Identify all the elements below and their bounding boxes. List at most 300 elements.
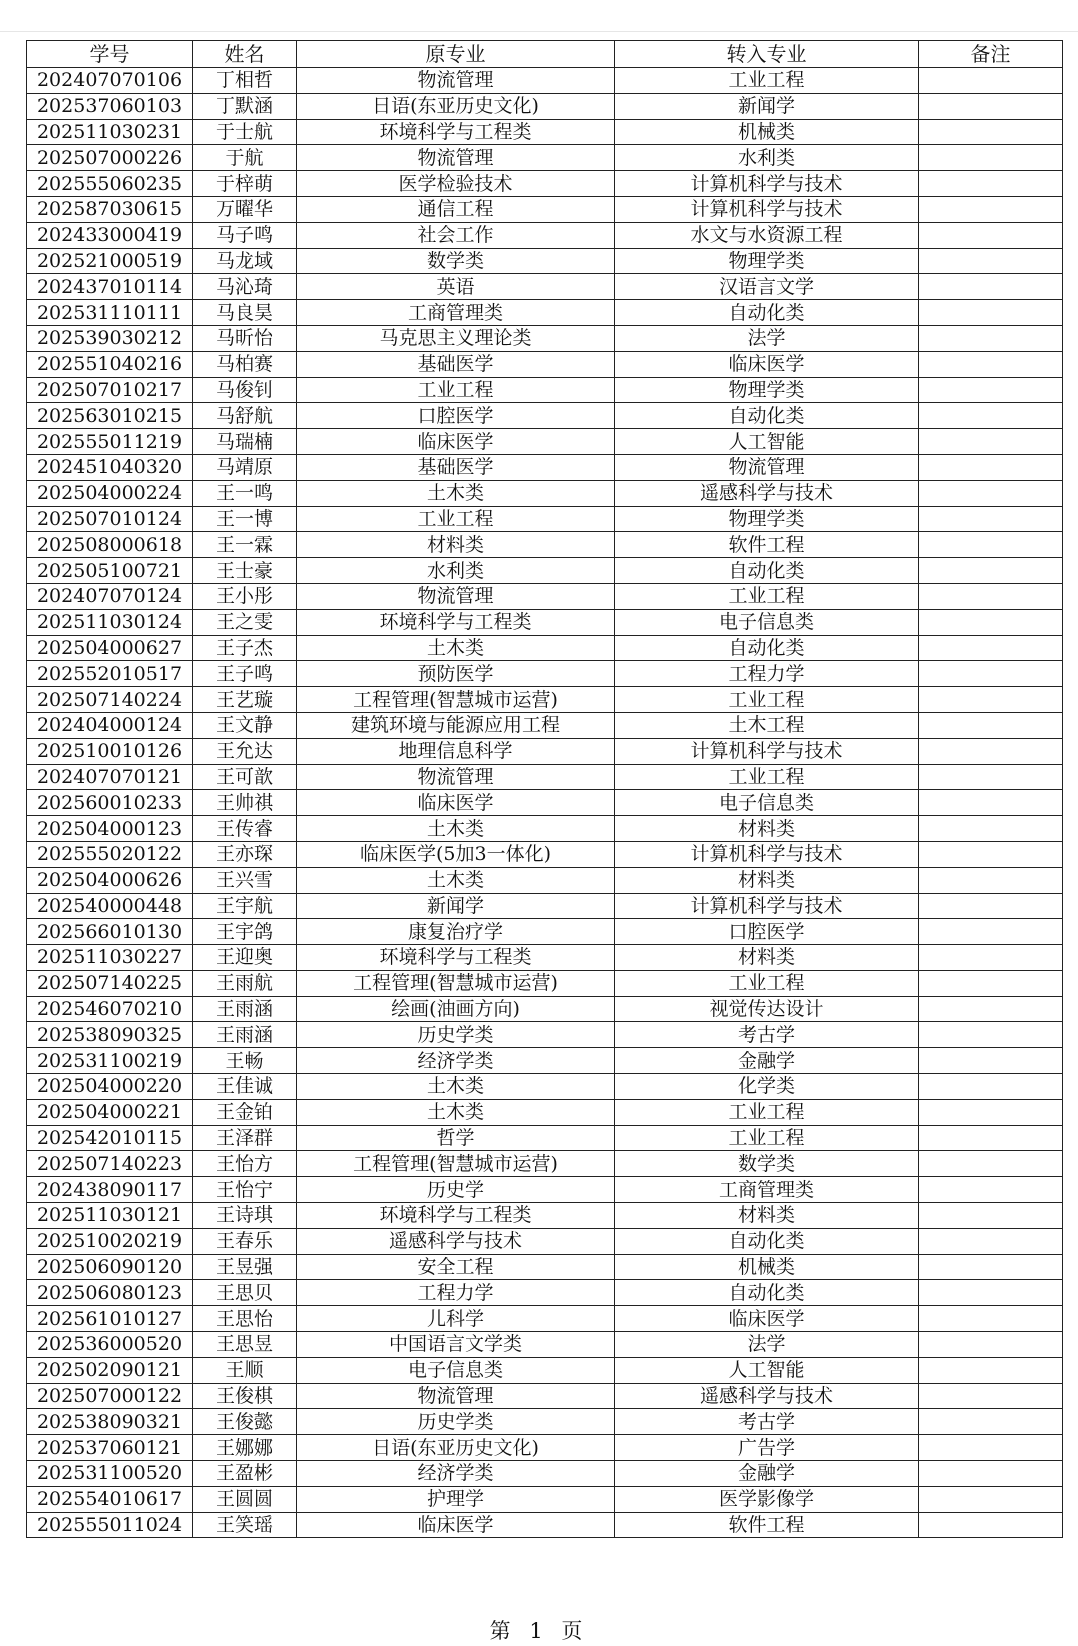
cell-student-id: 202507010217: [27, 377, 193, 403]
cell-student-id: 202511030124: [27, 609, 193, 635]
cell-name: 王子杰: [193, 635, 297, 661]
cell-original-major: 物流管理: [297, 145, 615, 171]
cell-name: 王士豪: [193, 558, 297, 584]
cell-original-major: 马克思主义理论类: [297, 325, 615, 351]
cell-new-major: 临床医学: [615, 1306, 919, 1332]
cell-remarks: [919, 325, 1063, 351]
cell-remarks: [919, 1512, 1063, 1538]
table-row: [27, 583, 1063, 609]
cell-student-id: 202537060121: [27, 1435, 193, 1461]
cell-original-major: 新闻学: [297, 893, 615, 919]
cell-remarks: [919, 1177, 1063, 1203]
cell-original-major: 土木类: [297, 1099, 615, 1125]
table-row: [27, 1203, 1063, 1229]
cell-new-major: 物流管理: [615, 454, 919, 480]
cell-student-id: 202407070121: [27, 764, 193, 790]
cell-new-major: 自动化类: [615, 403, 919, 429]
cell-new-major: 工业工程: [615, 1125, 919, 1151]
cell-student-id: 202507010124: [27, 506, 193, 532]
cell-original-major: 物流管理: [297, 68, 615, 94]
cell-remarks: [919, 816, 1063, 842]
table-row: [27, 351, 1063, 377]
table-row: [27, 532, 1063, 558]
table-row: [27, 893, 1063, 919]
cell-name: 马沁琦: [193, 274, 297, 300]
cell-original-major: 环境科学与工程类: [297, 119, 615, 145]
cell-student-id: 202538090325: [27, 1022, 193, 1048]
cell-student-id: 202504000627: [27, 635, 193, 661]
cell-original-major: 土木类: [297, 635, 615, 661]
cell-original-major: 土木类: [297, 480, 615, 506]
cell-new-major: 人工智能: [615, 1357, 919, 1383]
cell-remarks: [919, 248, 1063, 274]
cell-new-major: 工业工程: [615, 764, 919, 790]
cell-original-major: 土木类: [297, 816, 615, 842]
cell-student-id: 202531100219: [27, 1048, 193, 1074]
cell-name: 于士航: [193, 119, 297, 145]
cell-student-id: 202555011219: [27, 429, 193, 455]
cell-remarks: [919, 480, 1063, 506]
cell-remarks: [919, 274, 1063, 300]
table-row: [27, 274, 1063, 300]
table-row: [27, 93, 1063, 119]
table-row: [27, 68, 1063, 94]
table-row: [27, 867, 1063, 893]
cell-remarks: [919, 1151, 1063, 1177]
cell-name: 王宇鸽: [193, 919, 297, 945]
table-row: [27, 1099, 1063, 1125]
table-row: [27, 480, 1063, 506]
cell-new-major: 遥感科学与技术: [615, 480, 919, 506]
cell-original-major: 儿科学: [297, 1306, 615, 1332]
cell-name: 马昕怡: [193, 325, 297, 351]
cell-new-major: 自动化类: [615, 300, 919, 326]
cell-name: 丁相哲: [193, 68, 297, 94]
cell-original-major: 工程力学: [297, 1280, 615, 1306]
cell-remarks: [919, 1357, 1063, 1383]
cell-student-id: 202531100520: [27, 1461, 193, 1487]
table-row: [27, 454, 1063, 480]
cell-remarks: [919, 429, 1063, 455]
cell-remarks: [919, 171, 1063, 197]
cell-remarks: [919, 454, 1063, 480]
table-header-row: [27, 41, 1063, 68]
cell-student-id: 202506080123: [27, 1280, 193, 1306]
cell-student-id: 202536000520: [27, 1332, 193, 1358]
cell-original-major: 护理学: [297, 1486, 615, 1512]
cell-new-major: 临床医学: [615, 351, 919, 377]
cell-new-major: 视觉传达设计: [615, 996, 919, 1022]
cell-name: 王一博: [193, 506, 297, 532]
cell-student-id: 202504000224: [27, 480, 193, 506]
header-name: 姓名: [193, 41, 297, 68]
cell-new-major: 广告学: [615, 1435, 919, 1461]
cell-name: 王之雯: [193, 609, 297, 635]
table-body: [27, 68, 1063, 1538]
cell-original-major: 环境科学与工程类: [297, 945, 615, 971]
cell-remarks: [919, 712, 1063, 738]
cell-original-major: 工业工程: [297, 506, 615, 532]
cell-remarks: [919, 1383, 1063, 1409]
table-row: [27, 325, 1063, 351]
cell-original-major: 医学检验技术: [297, 171, 615, 197]
cell-remarks: [919, 403, 1063, 429]
cell-original-major: 数学类: [297, 248, 615, 274]
cell-new-major: 汉语言文学: [615, 274, 919, 300]
cell-remarks: [919, 1435, 1063, 1461]
cell-name: 王允达: [193, 738, 297, 764]
cell-name: 王艺璇: [193, 687, 297, 713]
table-row: [27, 945, 1063, 971]
table-row: [27, 1048, 1063, 1074]
table-row: [27, 171, 1063, 197]
cell-student-id: 202561010127: [27, 1306, 193, 1332]
cell-name: 王思怡: [193, 1306, 297, 1332]
cell-name: 于梓萌: [193, 171, 297, 197]
cell-name: 王思贝: [193, 1280, 297, 1306]
cell-new-major: 工业工程: [615, 687, 919, 713]
cell-new-major: 化学类: [615, 1074, 919, 1100]
cell-new-major: 材料类: [615, 1203, 919, 1229]
cell-name: 王宇航: [193, 893, 297, 919]
cell-new-major: 人工智能: [615, 429, 919, 455]
cell-original-major: 历史学: [297, 1177, 615, 1203]
cell-new-major: 新闻学: [615, 93, 919, 119]
cell-student-id: 202587030615: [27, 196, 193, 222]
table-row: [27, 248, 1063, 274]
cell-original-major: 电子信息类: [297, 1357, 615, 1383]
cell-name: 王雨涵: [193, 1022, 297, 1048]
cell-name: 王春乐: [193, 1228, 297, 1254]
cell-original-major: 预防医学: [297, 661, 615, 687]
table-row: [27, 790, 1063, 816]
cell-original-major: 工业工程: [297, 377, 615, 403]
cell-original-major: 物流管理: [297, 764, 615, 790]
cell-new-major: 计算机科学与技术: [615, 196, 919, 222]
cell-new-major: 考古学: [615, 1022, 919, 1048]
cell-new-major: 工业工程: [615, 970, 919, 996]
cell-new-major: 物理学类: [615, 506, 919, 532]
cell-new-major: 法学: [615, 1332, 919, 1358]
cell-new-major: 自动化类: [615, 635, 919, 661]
cell-original-major: 建筑环境与能源应用工程: [297, 712, 615, 738]
cell-name: 王一鸣: [193, 480, 297, 506]
table-row: [27, 712, 1063, 738]
table-row: [27, 119, 1063, 145]
cell-new-major: 物理学类: [615, 377, 919, 403]
cell-student-id: 202555020122: [27, 841, 193, 867]
cell-name: 马舒航: [193, 403, 297, 429]
cell-name: 王圆圆: [193, 1486, 297, 1512]
cell-original-major: 绘画(油画方向): [297, 996, 615, 1022]
cell-student-id: 202510010126: [27, 738, 193, 764]
cell-remarks: [919, 68, 1063, 94]
cell-new-major: 材料类: [615, 945, 919, 971]
cell-remarks: [919, 1306, 1063, 1332]
cell-remarks: [919, 1228, 1063, 1254]
cell-student-id: 202552010517: [27, 661, 193, 687]
cell-remarks: [919, 945, 1063, 971]
cell-new-major: 口腔医学: [615, 919, 919, 945]
cell-original-major: 环境科学与工程类: [297, 1203, 615, 1229]
table-row: [27, 1022, 1063, 1048]
cell-student-id: 202507140224: [27, 687, 193, 713]
cell-name: 王顺: [193, 1357, 297, 1383]
cell-original-major: 日语(东亚历史文化): [297, 93, 615, 119]
cell-original-major: 社会工作: [297, 222, 615, 248]
cell-student-id: 202507000122: [27, 1383, 193, 1409]
cell-original-major: 基础医学: [297, 351, 615, 377]
cell-new-major: 工商管理类: [615, 1177, 919, 1203]
cell-new-major: 遥感科学与技术: [615, 1383, 919, 1409]
cell-original-major: 日语(东亚历史文化): [297, 1435, 615, 1461]
cell-original-major: 工程管理(智慧城市运营): [297, 687, 615, 713]
cell-student-id: 202511030227: [27, 945, 193, 971]
cell-new-major: 物理学类: [615, 248, 919, 274]
cell-name: 王文静: [193, 712, 297, 738]
cell-remarks: [919, 222, 1063, 248]
cell-name: 马靖原: [193, 454, 297, 480]
cell-new-major: 机械类: [615, 119, 919, 145]
cell-student-id: 202504000221: [27, 1099, 193, 1125]
cell-original-major: 临床医学: [297, 790, 615, 816]
cell-student-id: 202563010215: [27, 403, 193, 429]
cell-student-id: 202437010114: [27, 274, 193, 300]
cell-original-major: 历史学类: [297, 1022, 615, 1048]
cell-remarks: [919, 558, 1063, 584]
cell-name: 马俊钊: [193, 377, 297, 403]
cell-original-major: 哲学: [297, 1125, 615, 1151]
cell-name: 王怡宁: [193, 1177, 297, 1203]
cell-name: 王金铂: [193, 1099, 297, 1125]
cell-name: 王子鸣: [193, 661, 297, 687]
cell-student-id: 202554010617: [27, 1486, 193, 1512]
cell-new-major: 考古学: [615, 1409, 919, 1435]
cell-remarks: [919, 1048, 1063, 1074]
cell-original-major: 土木类: [297, 867, 615, 893]
cell-remarks: [919, 609, 1063, 635]
cell-new-major: 计算机科学与技术: [615, 893, 919, 919]
cell-original-major: 地理信息科学: [297, 738, 615, 764]
cell-name: 王传睿: [193, 816, 297, 842]
table-row: [27, 1125, 1063, 1151]
table-row: [27, 609, 1063, 635]
cell-remarks: [919, 93, 1063, 119]
cell-original-major: 康复治疗学: [297, 919, 615, 945]
cell-student-id: 202510020219: [27, 1228, 193, 1254]
cell-original-major: 遥感科学与技术: [297, 1228, 615, 1254]
cell-student-id: 202542010115: [27, 1125, 193, 1151]
cell-new-major: 电子信息类: [615, 790, 919, 816]
cell-student-id: 202438090117: [27, 1177, 193, 1203]
cell-remarks: [919, 506, 1063, 532]
header-remarks: 备注: [919, 41, 1063, 68]
table-row: [27, 196, 1063, 222]
cell-name: 王可歆: [193, 764, 297, 790]
table-row: [27, 841, 1063, 867]
cell-remarks: [919, 1409, 1063, 1435]
cell-original-major: 物流管理: [297, 583, 615, 609]
cell-name: 王俊棋: [193, 1383, 297, 1409]
cell-original-major: 环境科学与工程类: [297, 609, 615, 635]
table-row: [27, 996, 1063, 1022]
cell-student-id: 202540000448: [27, 893, 193, 919]
cell-remarks: [919, 661, 1063, 687]
table-row: [27, 1357, 1063, 1383]
cell-new-major: 材料类: [615, 816, 919, 842]
cell-remarks: [919, 635, 1063, 661]
cell-remarks: [919, 1022, 1063, 1048]
table-row: [27, 919, 1063, 945]
cell-name: 王思昱: [193, 1332, 297, 1358]
cell-student-id: 202451040320: [27, 454, 193, 480]
table-row: [27, 1074, 1063, 1100]
cell-name: 王昱强: [193, 1254, 297, 1280]
cell-name: 马龙域: [193, 248, 297, 274]
cell-student-id: 202507140225: [27, 970, 193, 996]
cell-new-major: 金融学: [615, 1048, 919, 1074]
table-row: [27, 1254, 1063, 1280]
table-row: [27, 145, 1063, 171]
cell-student-id: 202404000124: [27, 712, 193, 738]
table-row: [27, 1512, 1063, 1538]
table-row: [27, 1435, 1063, 1461]
table-row: [27, 300, 1063, 326]
cell-name: 王怡方: [193, 1151, 297, 1177]
cell-new-major: 水文与水资源工程: [615, 222, 919, 248]
cell-original-major: 工商管理类: [297, 300, 615, 326]
cell-student-id: 202507140223: [27, 1151, 193, 1177]
cell-new-major: 机械类: [615, 1254, 919, 1280]
cell-original-major: 土木类: [297, 1074, 615, 1100]
table-row: [27, 506, 1063, 532]
table-row: [27, 1151, 1063, 1177]
table-row: [27, 1486, 1063, 1512]
table-row: [27, 661, 1063, 687]
cell-name: 马瑞楠: [193, 429, 297, 455]
header-original-major: 原专业: [297, 41, 615, 68]
table-row: [27, 1461, 1063, 1487]
cell-name: 王娜娜: [193, 1435, 297, 1461]
cell-new-major: 软件工程: [615, 1512, 919, 1538]
cell-new-major: 法学: [615, 325, 919, 351]
cell-student-id: 202407070124: [27, 583, 193, 609]
cell-remarks: [919, 145, 1063, 171]
cell-name: 于航: [193, 145, 297, 171]
cell-student-id: 202555060235: [27, 171, 193, 197]
cell-student-id: 202507000226: [27, 145, 193, 171]
table-row: [27, 429, 1063, 455]
cell-remarks: [919, 1461, 1063, 1487]
table-row: [27, 1332, 1063, 1358]
cell-name: 王泽群: [193, 1125, 297, 1151]
cell-student-id: 202502090121: [27, 1357, 193, 1383]
cell-original-major: 英语: [297, 274, 615, 300]
cell-remarks: [919, 764, 1063, 790]
cell-remarks: [919, 377, 1063, 403]
cell-new-major: 计算机科学与技术: [615, 738, 919, 764]
cell-student-id: 202566010130: [27, 919, 193, 945]
table-row: [27, 558, 1063, 584]
cell-name: 王畅: [193, 1048, 297, 1074]
table-row: [27, 403, 1063, 429]
cell-original-major: 安全工程: [297, 1254, 615, 1280]
cell-remarks: [919, 841, 1063, 867]
cell-original-major: 物流管理: [297, 1383, 615, 1409]
cell-remarks: [919, 300, 1063, 326]
cell-student-id: 202433000419: [27, 222, 193, 248]
cell-student-id: 202504000123: [27, 816, 193, 842]
table-row: [27, 738, 1063, 764]
cell-remarks: [919, 867, 1063, 893]
cell-name: 马子鸣: [193, 222, 297, 248]
cell-remarks: [919, 1125, 1063, 1151]
cell-original-major: 工程管理(智慧城市运营): [297, 1151, 615, 1177]
cell-new-major: 自动化类: [615, 558, 919, 584]
cell-new-major: 电子信息类: [615, 609, 919, 635]
cell-new-major: 金融学: [615, 1461, 919, 1487]
cell-original-major: 临床医学: [297, 1512, 615, 1538]
cell-remarks: [919, 996, 1063, 1022]
cell-name: 马良昊: [193, 300, 297, 326]
cell-name: 王帅祺: [193, 790, 297, 816]
cell-student-id: 202511030121: [27, 1203, 193, 1229]
cell-student-id: 202531110111: [27, 300, 193, 326]
cell-name: 王佳诚: [193, 1074, 297, 1100]
cell-remarks: [919, 1099, 1063, 1125]
cell-name: 丁默涵: [193, 93, 297, 119]
cell-student-id: 202551040216: [27, 351, 193, 377]
table-row: [27, 635, 1063, 661]
cell-student-id: 202505100721: [27, 558, 193, 584]
cell-remarks: [919, 1332, 1063, 1358]
cell-name: 王一霖: [193, 532, 297, 558]
cell-remarks: [919, 1280, 1063, 1306]
cell-remarks: [919, 1203, 1063, 1229]
table-row: [27, 222, 1063, 248]
cell-new-major: 计算机科学与技术: [615, 841, 919, 867]
cell-original-major: 通信工程: [297, 196, 615, 222]
page-number: 第 1 页: [489, 1619, 589, 1643]
cell-remarks: [919, 970, 1063, 996]
cell-new-major: 工业工程: [615, 583, 919, 609]
cell-student-id: 202504000626: [27, 867, 193, 893]
cell-new-major: 工业工程: [615, 1099, 919, 1125]
cell-name: 王迎奥: [193, 945, 297, 971]
header-student-id: 学号: [27, 41, 193, 68]
cell-remarks: [919, 738, 1063, 764]
cell-student-id: 202546070210: [27, 996, 193, 1022]
cell-remarks: [919, 196, 1063, 222]
cell-new-major: 材料类: [615, 867, 919, 893]
cell-student-id: 202508000618: [27, 532, 193, 558]
cell-new-major: 数学类: [615, 1151, 919, 1177]
cell-name: 王笑瑶: [193, 1512, 297, 1538]
cell-student-id: 202538090321: [27, 1409, 193, 1435]
table-row: [27, 764, 1063, 790]
cell-name: 王俊懿: [193, 1409, 297, 1435]
cell-new-major: 计算机科学与技术: [615, 171, 919, 197]
cell-original-major: 水利类: [297, 558, 615, 584]
cell-new-major: 软件工程: [615, 532, 919, 558]
cell-original-major: 口腔医学: [297, 403, 615, 429]
cell-name: 王雨航: [193, 970, 297, 996]
cell-original-major: 工程管理(智慧城市运营): [297, 970, 615, 996]
cell-original-major: 中国语言文学类: [297, 1332, 615, 1358]
cell-student-id: 202560010233: [27, 790, 193, 816]
cell-remarks: [919, 1254, 1063, 1280]
cell-name: 马柏赛: [193, 351, 297, 377]
